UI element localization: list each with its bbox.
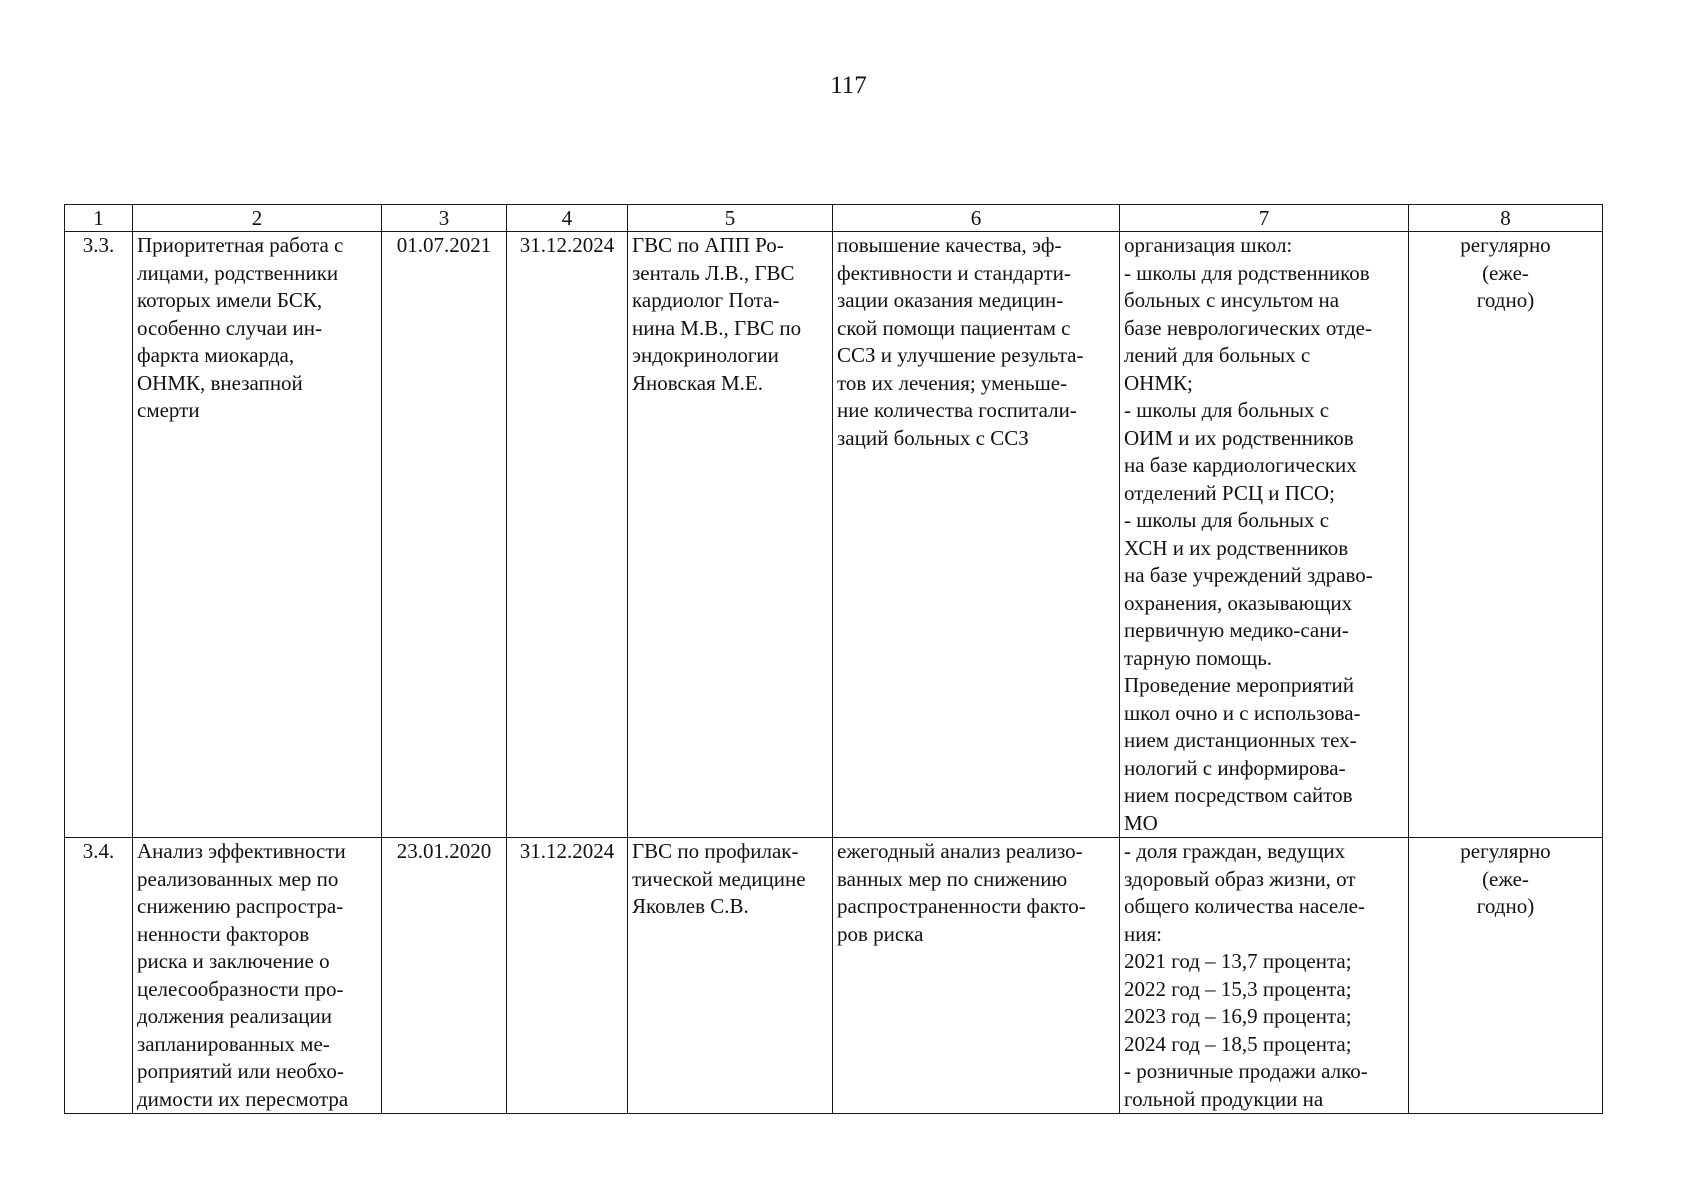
column-header: 3 — [382, 205, 507, 232]
row-number: 3.3. — [65, 232, 133, 838]
column-header: 5 — [628, 205, 833, 232]
column-header: 6 — [833, 205, 1120, 232]
start-date-cell: 01.07.2021 — [382, 232, 507, 838]
table-row — [65, 838, 1603, 1114]
event-cell: Приоритетная работа с лицами, родственники которых имели БСК, особенно случаи ин- фаркта миокарда, ОНМК, внезапной смерти — [133, 232, 382, 838]
responsible-cell: ГВС по профилак- тической медицине Яковлев С.В. — [628, 838, 833, 1114]
frequency-cell: регулярно (еже- годно) — [1409, 232, 1603, 838]
result-cell: ежегодный анализ реализо- ванных мер по снижению распространенности факто- ров риска — [833, 838, 1120, 1114]
column-header: 7 — [1120, 205, 1409, 232]
row-number: 3.4. — [65, 838, 133, 1114]
end-date-cell: 31.12.2024 — [507, 838, 628, 1114]
start-date-cell: 23.01.2020 — [382, 838, 507, 1114]
page-number: 117 — [830, 72, 867, 99]
column-header: 2 — [133, 205, 382, 232]
result-cell: повышение качества, эф- фективности и стандарти- зации оказания медицин- ской помощи пациентам с ССЗ и улучшение результа- тов их лечения; уменьше- ние количества госпитали- заций больных с ССЗ — [833, 232, 1120, 838]
table-header-row — [65, 205, 1603, 232]
column-header: 1 — [65, 205, 133, 232]
responsible-cell: ГВС по АПП Ро- зенталь Л.В., ГВС кардиолог Пота- нина М.В., ГВС по эндокринологии Яновская М.Е. — [628, 232, 833, 838]
measures-table — [64, 204, 1603, 1114]
column-header: 4 — [507, 205, 628, 232]
event-cell: Анализ эффективности реализованных мер по снижению распростра- ненности факторов риска и заключение о целесообразности про- должения реализации запланированных ме- роприятий или необхо- димости их пересмотра — [133, 838, 382, 1114]
table-row — [65, 232, 1603, 838]
end-date-cell: 31.12.2024 — [507, 232, 628, 838]
column-header: 8 — [1409, 205, 1603, 232]
indicator-cell: организация школ: - школы для родственников больных с инсультом на базе неврологических отде- лений для больных с ОНМК; - школы для больных с ОИМ и их родственников на базе кардиологических отделений РСЦ и ПСО; - школы для больных с ХСН и их родственников на базе учреждений здраво- охранения, оказывающих первичную медико-сани- тарную помощь. Проведение мероприятий школ очно и с использова- нием дистанционных тех- нологий с информирова- нием посредством сайтов МО — [1120, 232, 1409, 838]
indicator-cell: - доля граждан, ведущих здоровый образ жизни, от общего количества населе- ния: 2021 год – 13,7 процента; 2022 год – 15,3 процента; 2023 год – 16,9 процента; 2024 год – 18,5 процента; - розничные продажи алко- гольной продукции на — [1120, 838, 1409, 1114]
frequency-cell: регулярно (еже- годно) — [1409, 838, 1603, 1114]
